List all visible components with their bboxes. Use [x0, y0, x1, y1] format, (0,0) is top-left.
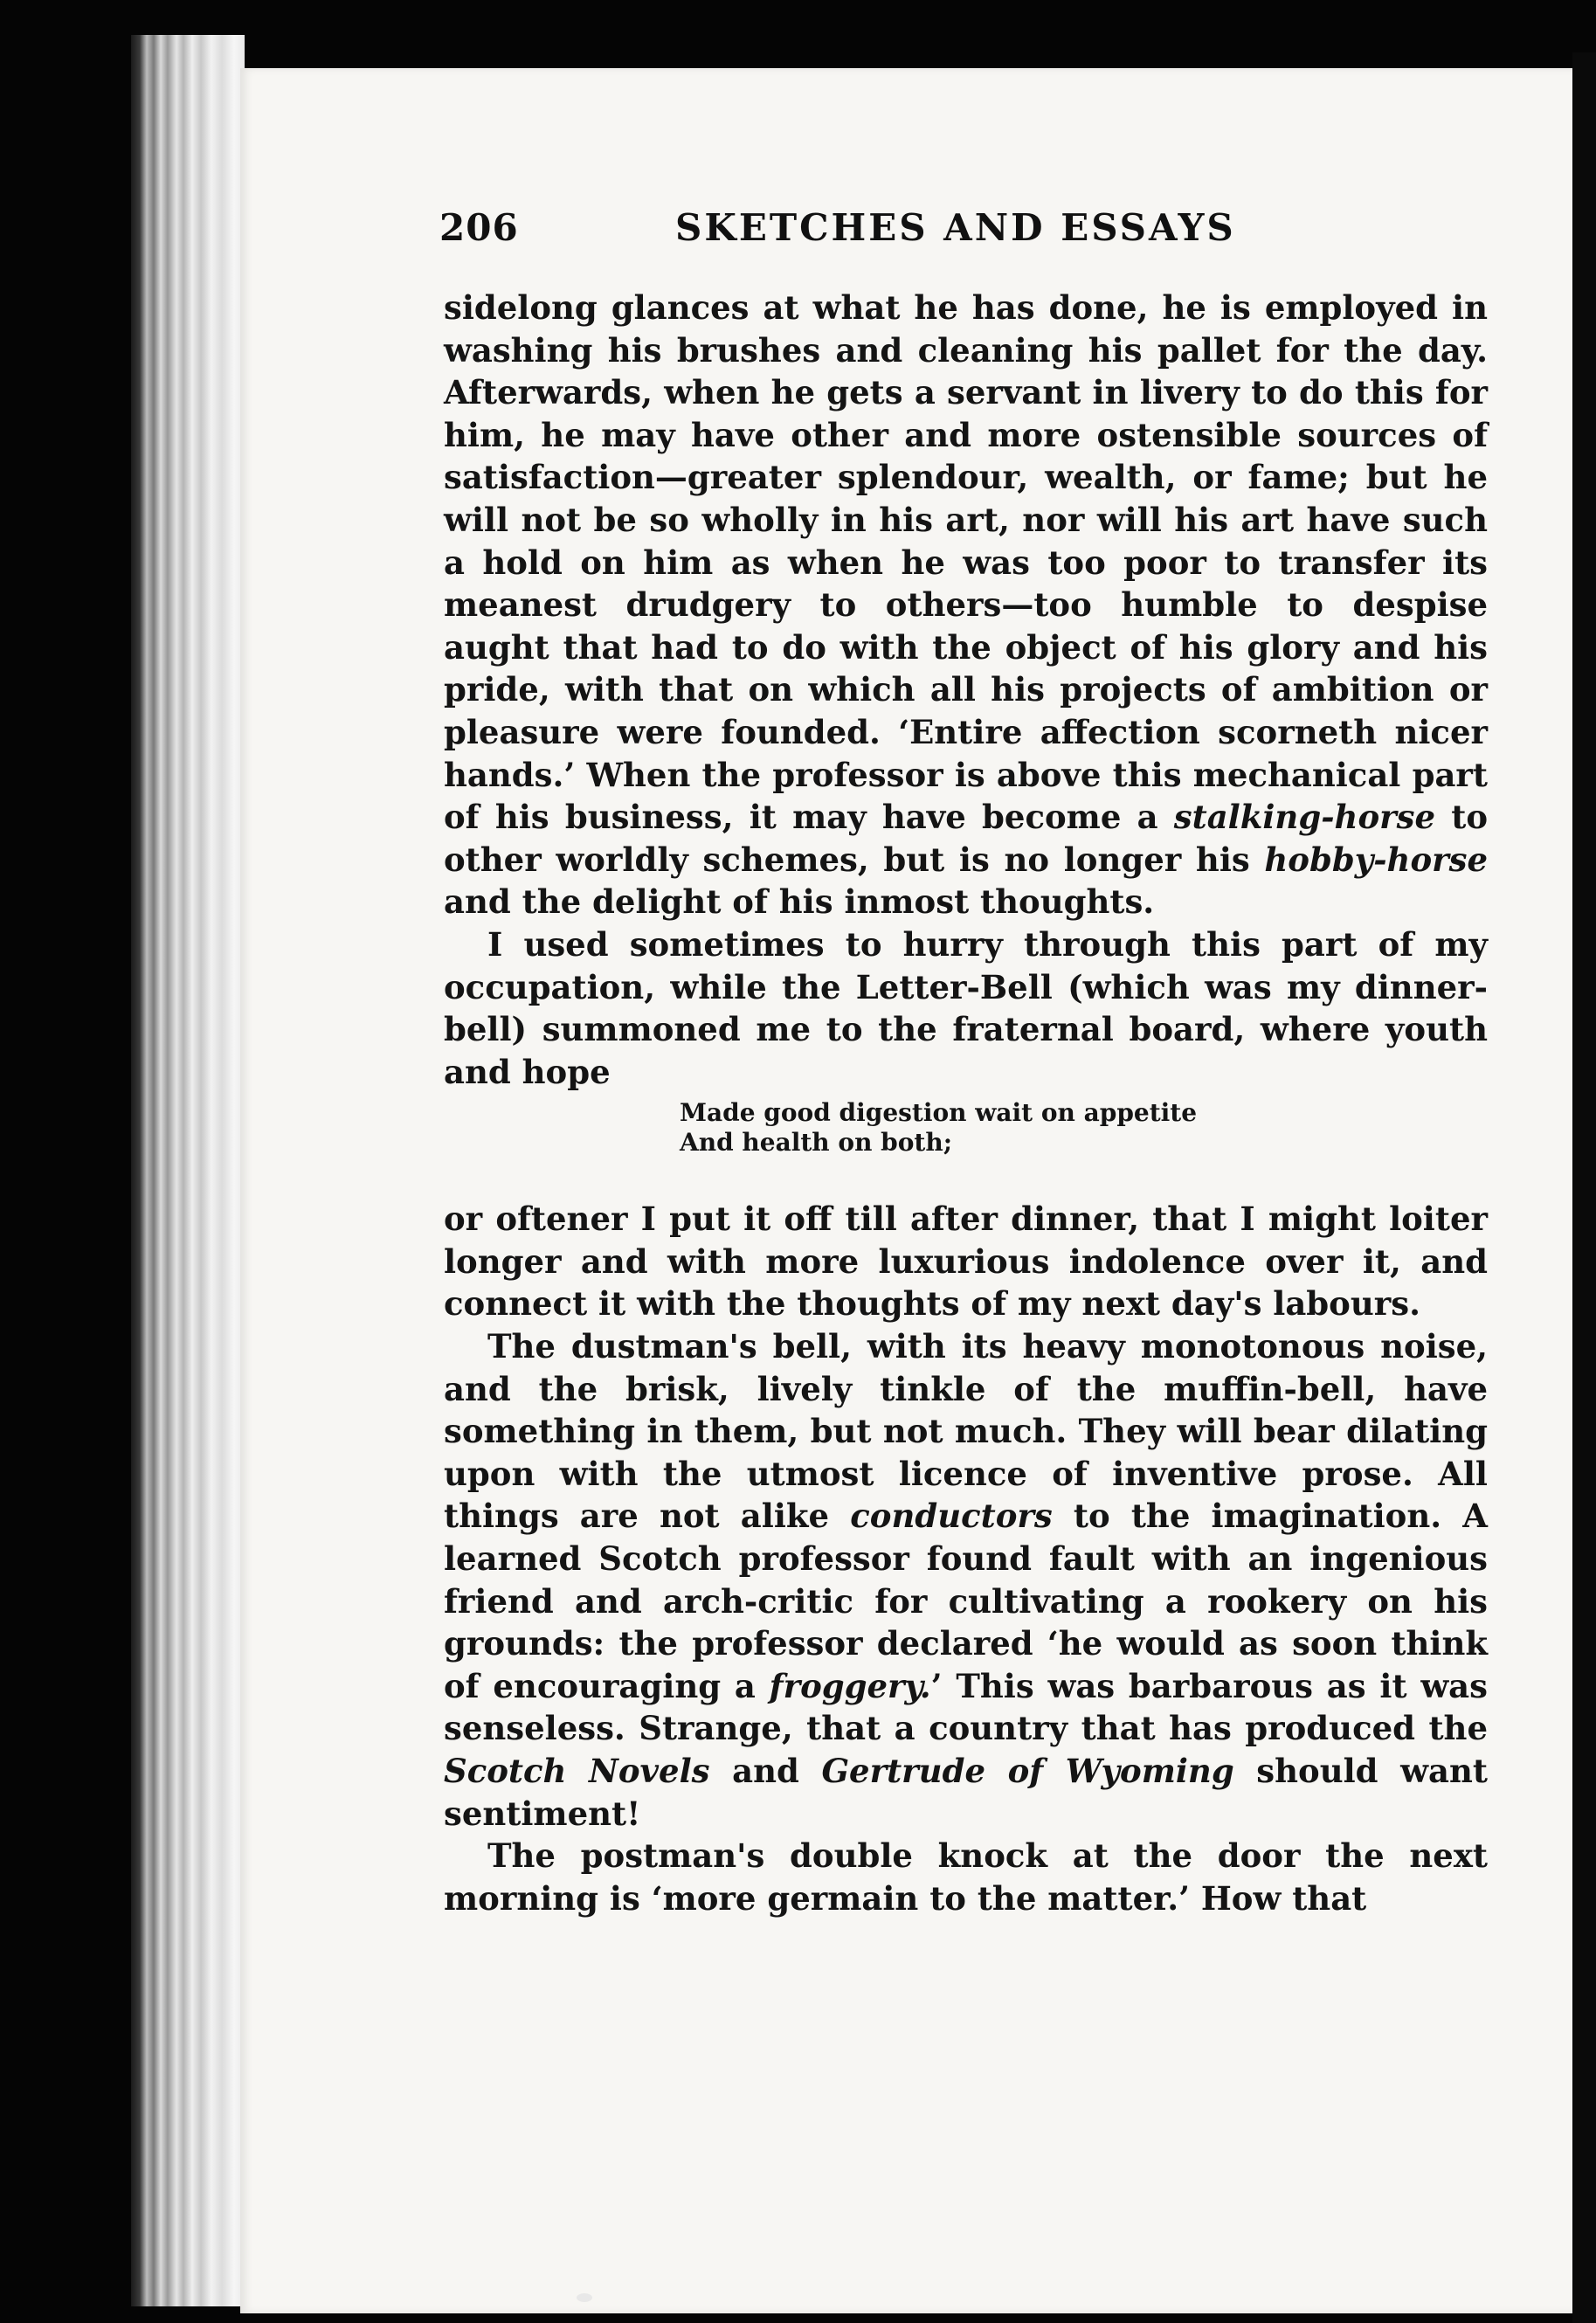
book-spine: [131, 35, 245, 2306]
paragraph-1-text: sidelong glances at what he has done, he is employed in washing his brushes and cleaning his pallet for the day. Afterwards, when he gets a servant in livery to do this for him, he may have other and more ostensible sources of satisfaction—greater splendour, wealth, or fame; but he will not be so wholly in his art, nor will his art have such a hold on him as when he was too poor to transfer its meanest drudgery to others—too humble to despise aught that had to do with the object of his glory and his pride, with that on which all his projects of ambition or pleasure were founded. ‘Entire affection scorneth nicer hands.’ When the professor is above this mechanical part of his business, it may have become a: [444, 288, 1488, 837]
paragraph-4-text: The dustman's bell, with its heavy monotonous noise, and the brisk, lively tinkle of the muffin-bell, have something in them, but not much. They will bear dilating upon with the utmost licence of inventive prose. All things are not alike: [444, 1327, 1488, 1536]
scan-speck: [577, 2293, 592, 2302]
paragraph-5: The postman's double knock at the door the next morning is ‘more germain to the matter.’ How that: [444, 1836, 1488, 1918]
paragraph-2: I used sometimes to hurry through this part of my occupation, while the Letter-Bell (which was my dinner-bell) summoned me to the fraternal board, where youth and hope: [444, 924, 1488, 1091]
paragraph-4-italic-4: Gertrude of Wyoming: [821, 1752, 1234, 1790]
paragraph-3: or oftener I put it off till after dinner, that I might loiter longer and with more luxurious indolence over it, and connect it with the thoughts of my next day's labours.: [444, 1200, 1488, 1324]
page-header: [439, 206, 1313, 267]
paragraph-1-text-3: and the delight of his inmost thoughts.: [444, 882, 1155, 922]
paragraph-4-text-3: ’ This was barbarous as it was senseless. Strange, that a country that has produced the: [444, 1666, 1488, 1748]
paragraph-4-text-5: should want sentiment!: [444, 1752, 1488, 1833]
page-edge-shadow: [1572, 52, 1596, 2323]
paragraph-4-italic-1: conductors: [850, 1497, 1053, 1536]
paragraph-1-italic-1: stalking-horse: [1173, 798, 1435, 837]
paragraph-4-text-4: and: [709, 1752, 822, 1790]
paragraph-4-italic-3: Scotch Novels: [444, 1752, 710, 1790]
paragraph-1: [444, 287, 1488, 923]
paragraph-4-text-2: to the imagination. A learned Scotch professor found fault with an ingenious friend and arch-critic for cultivating a rookery on his grounds: the professor declared ‘he would as soon think of encouraging a: [444, 1497, 1488, 1705]
running-head: SKETCHES AND ESSAYS: [675, 206, 1236, 249]
verse-line-2: And health on both;: [680, 1128, 953, 1158]
body-text: [444, 287, 1488, 1919]
verse-line-1: Made good digestion wait on appetite: [680, 1098, 1198, 1128]
verse-quote: [680, 1098, 1488, 1158]
paragraph-4-italic-2: froggery.: [769, 1666, 931, 1705]
page-number: 206: [439, 206, 519, 249]
paragraph-1-italic-2: hobby-horse: [1264, 840, 1488, 879]
paragraph-4: [444, 1325, 1488, 1835]
paragraph-1-text-2: to other worldly schemes, but is no longer his: [444, 798, 1488, 879]
